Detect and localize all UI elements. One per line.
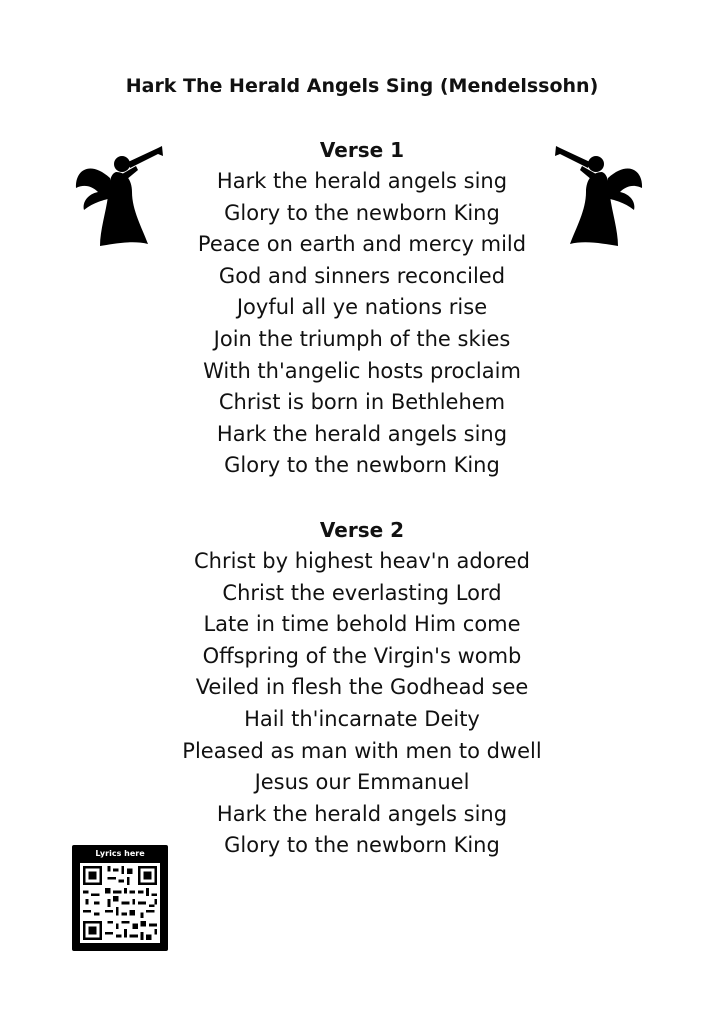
- qr-code-card[interactable]: [72, 845, 168, 951]
- lyric-line: Jesus our Emmanuel: [254, 770, 470, 795]
- verse-2-lines: [0, 546, 724, 862]
- qr-label: Lyrics here: [95, 849, 145, 858]
- verse-1-heading: Verse 1: [319, 138, 405, 162]
- lyric-line: Christ is born in Bethlehem: [218, 390, 506, 415]
- lyric-line: Hark the herald angels sing: [216, 169, 508, 193]
- lyric-line: Glory to the newborn King: [224, 453, 500, 478]
- lyric-line: God and sinners reconciled: [218, 263, 506, 288]
- lyric-line: Hark the herald angels sing: [216, 801, 508, 826]
- lyric-line: Peace on earth and mercy mild: [197, 232, 527, 257]
- lyric-line: Hail th'incarnate Deity: [244, 706, 480, 731]
- page-title: Hark The Herald Angels Sing (Mendelssohn): [125, 75, 599, 97]
- lyric-line: With th'angelic hosts proclaim: [203, 358, 521, 383]
- qr-code-icon: [80, 863, 160, 943]
- lyric-line: Christ the everlasting Lord: [222, 580, 502, 605]
- lyric-line: Christ by highest heav'n adored: [193, 549, 531, 573]
- lyric-line: Offspring of the Virgin's womb: [202, 643, 522, 668]
- verse-2-heading: Verse 2: [319, 518, 405, 542]
- lyric-line: Late in time behold Him come: [203, 612, 521, 637]
- lyric-line: Join the triumph of the skies: [213, 326, 511, 351]
- lyric-line: Veiled in flesh the Godhead see: [195, 675, 529, 700]
- lyric-line: Hark the herald angels sing: [216, 421, 508, 446]
- lyric-line: Joyful all ye nations rise: [236, 295, 488, 320]
- lyric-line: Glory to the newborn King: [224, 833, 500, 858]
- lyric-line: Pleased as man with men to dwell: [182, 738, 542, 763]
- lyric-line: Glory to the newborn King: [224, 200, 500, 225]
- verse-1-lines: [0, 166, 724, 482]
